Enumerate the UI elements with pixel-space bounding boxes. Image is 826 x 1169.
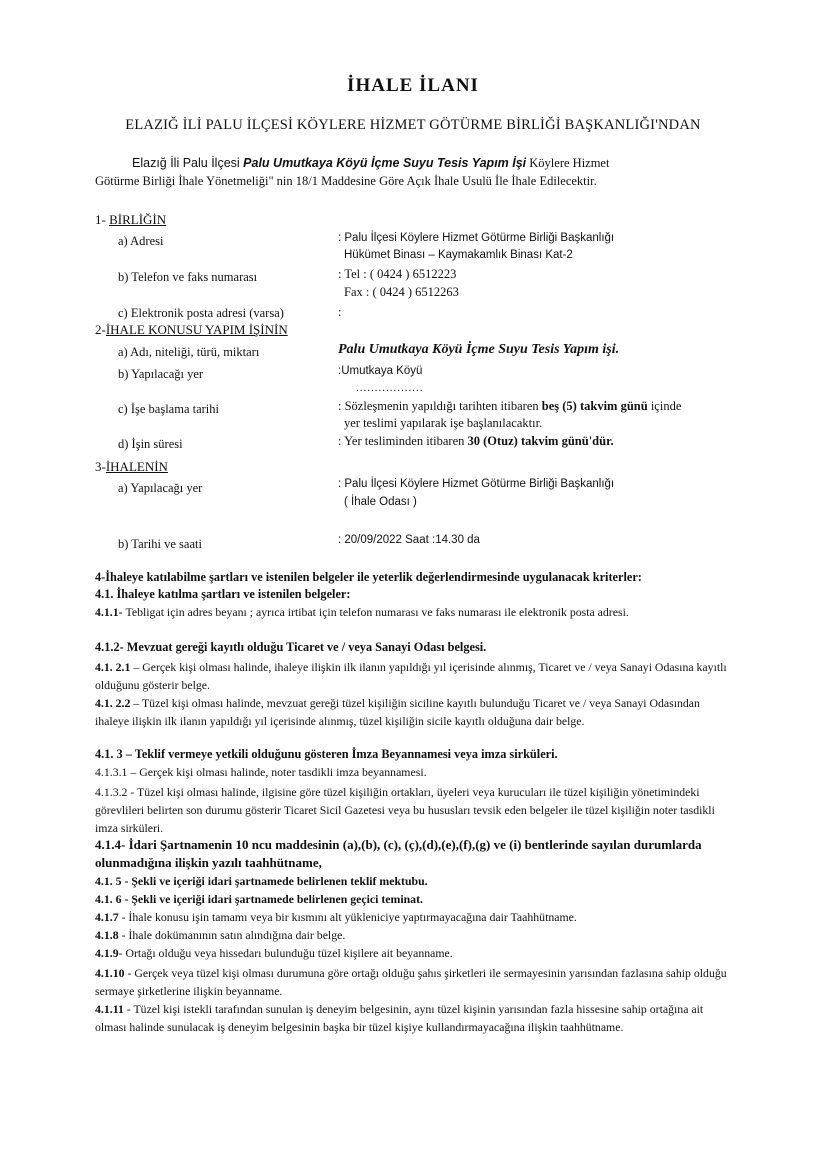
item-4-1-1 (95, 603, 735, 621)
item-4-1-9 (95, 946, 735, 961)
intro-line-2: Götürme Birliği İhale Yönetmeliği" nin 18/1 Maddesine Göre Açık İhale Usulü İle İhale Edilecektir. (95, 174, 597, 188)
section2-heading (95, 322, 288, 338)
address-label: a) Adresi (118, 234, 164, 248)
section3-num: 3- (95, 459, 106, 474)
item-4-1-4: 4.1.4- İdari Şartnamenin 10 ncu maddesinin (a),(b), (c), (ç),(d),(e),(f),(g) ve (i) bentlerinde sayılan durumlarda olunmadığına ilişkin yazılı taahhütname, (95, 837, 702, 870)
item-4-1-2-2-num: 4.1. 2.2 (95, 696, 134, 710)
item-4-1-2-1 (95, 658, 735, 694)
tender-place-line-2: ( İhale Odası ) (344, 496, 417, 508)
item-4-1-10-num: 4.1.10 (95, 966, 128, 980)
duration-value (338, 434, 614, 449)
section1-heading (95, 212, 166, 228)
item-4-1-11 (95, 1000, 735, 1036)
item-4-1-2-2 (95, 694, 735, 730)
item-4-1-5: 4.1. 5 - Şekli ve içeriği idari şartnamede belirlenen teklif mektubu. (95, 874, 428, 888)
item-4-1-2-1-text: – Gerçek kişi olması halinde, ihaleye ilişkin ilk ilanın yapıldığı yıl içerisinde alınmış, Ticaret ve / veya Sanayi Odasına kayıtlı olduğunu gösterir belge. (95, 660, 727, 692)
job-name-value: Palu Umutkaya Köyü İçme Suyu Tesis Yapım işi. (338, 342, 620, 357)
start-text-b: beş (5) takvim günü (541, 399, 648, 413)
item-4-1-8-text: - İhale dokümanının satın alındığına dair belge. (121, 928, 346, 942)
job-place-label: b) Yapılacağı yer (118, 367, 204, 381)
start-label: c) İşe başlama tarihi (118, 402, 219, 416)
start-value-1 (338, 399, 681, 414)
item-4-1-1-num: 4.1.1- (95, 605, 126, 619)
fax-value: Fax : ( 0424 ) 6512263 (344, 285, 459, 299)
address-line-2: Hükümet Binası – Kaymakamlık Binası Kat-2 (344, 249, 573, 261)
start-value-2: yer teslimi yapılarak işe başlanılacaktır. (344, 416, 543, 430)
phone-label: b) Telefon ve faks numarası (118, 270, 258, 284)
section3-heading (95, 459, 168, 475)
item-4-1-6: 4.1. 6 - Şekli ve içeriği idari şartnamede belirlenen geçici teminat. (95, 892, 423, 906)
start-text-a: : Sözleşmenin yapıldığı tarihten itibaren (338, 399, 542, 413)
item-4-1-10 (95, 964, 735, 1000)
job-place-value: :Umutkaya Köyü (338, 365, 423, 377)
intro-part2: Köylere Hizmet (526, 156, 610, 170)
intro-project: Palu Umutkaya Köyü İçme Suyu Tesis Yapım İşi (243, 156, 527, 170)
item-4-1-2: 4.1.2- Mevzuat gereği kayıtlı olduğu Ticaret ve / veya Sanayi Odası belgesi. (95, 640, 487, 654)
address-line-1: : Palu İlçesi Köylere Hizmet Götürme Birliği Başkanlığı (338, 232, 615, 244)
email-label: c) Elektronik posta adresi (varsa) (118, 306, 284, 320)
item-4-1-3-1: 4.1.3.1 – Gerçek kişi olması halinde, noter tasdikli imza beyannamesi. (95, 765, 427, 779)
section2-num: 2- (95, 322, 106, 337)
item-4-1-3-2: 4.1.3.2 - Tüzel kişi olması halinde, ilgisine göre tüzel kişiliğin ortakları, üyeleri veya kurucuları ile tüzel kişiliğin yönetimindeki görevlileri belirten son durumu gösterir Ticaret Sicil Gazetesi veya bu hususları tevsik eden belgeler ile tüzel kişiliğin noter tasdikli imza sirküleri. (95, 785, 715, 835)
section1-num: 1- (95, 212, 110, 227)
item-4-1-8-num: 4.1.8 (95, 928, 122, 942)
page-title: İHALE İLANI (347, 75, 479, 96)
tender-place-line-1: : Palu İlçesi Köylere Hizmet Götürme Birliği Başkanlığı (338, 478, 615, 490)
job-name-label: a) Adı, niteliği, türü, miktarı (118, 345, 260, 359)
intro-line-1 (132, 156, 609, 171)
item-4-1: 4.1. İhaleye katılma şartları ve istenilen belgeler: (95, 587, 351, 601)
item-4-1-7 (95, 910, 735, 925)
duration-label: d) İşin süresi (118, 437, 183, 451)
item-4-1-2-1-num: 4.1. 2.1 (95, 660, 134, 674)
page-subtitle: ELAZIĞ İLİ PALU İLÇESİ KÖYLERE HİZMET GÖTÜRME BİRLİĞİ BAŞKANLIĞI'NDAN (125, 117, 701, 133)
intro-part1: Elazığ İli Palu İlçesi (132, 156, 244, 170)
duration-text-b: 30 (Otuz) takvim günü'dür. (467, 434, 614, 448)
item-4-1-9-num: 4.1.9 (95, 946, 119, 960)
start-text-c: içinde (647, 399, 682, 413)
item-4-1-9-text: - Ortağı olduğu veya hissedarı bulunduğu tüzel kişilere ait beyanname. (118, 946, 453, 960)
item-4-1-7-text: - İhale konusu işin tamamı veya bir kısmını alt yükleniciye yaptırmayacağına dair Taahhütname. (121, 910, 577, 924)
section1-title: BİRLİĞİN (109, 212, 167, 227)
item-4-1-1-text: Tebligat için adres beyanı ; ayrıca irtibat için telefon numarası ve faks numarası ile elektronik posta adresi. (125, 605, 629, 619)
dotted-line: .................. (356, 382, 424, 394)
item-4-1-10-text: - Gerçek veya tüzel kişi olması durumuna göre ortağı olduğu şahıs şirketleri ile sermayesinin yarısından fazlasına sahip olduğu sermaye şirketlerine ilişkin beyanname. (95, 966, 727, 998)
duration-text-a: : Yer tesliminden itibaren (338, 434, 468, 448)
item-4-1-8 (95, 928, 735, 943)
phone-value: : Tel : ( 0424 ) 6512223 (338, 267, 457, 281)
section3-title: İHALENİN (105, 459, 168, 474)
section2-title: İHALE KONUSU YAPIM İŞİNİN (105, 322, 288, 337)
item-4-1-11-num: 4.1.11 (95, 1002, 127, 1016)
item-4-1-7-num: 4.1.7 (95, 910, 122, 924)
tender-place-label: a) Yapılacağı yer (118, 481, 203, 495)
section4-heading: 4-İhaleye katılabilme şartları ve istenilen belgeler ile yeterlik değerlendirmesinde uygulanacak kriterler: (95, 570, 642, 584)
tender-date-label: b) Tarihi ve saati (118, 537, 202, 551)
item-4-1-11-text: - Tüzel kişi istekli tarafından sunulan iş deneyim belgesinin, aynı tüzel kişinin yarısından fazla hissesine sahip ortağına ait olması halinde sunulacak iş deneyim belgesinin başka bir tüzel kişiye kullandırmayacağına ilişkin taahhütname. (95, 1002, 704, 1034)
tender-date-value: : 20/09/2022 Saat :14.30 da (338, 534, 480, 546)
item-4-1-2-2-text: – Tüzel kişi olması halinde, mevzuat gereği tüzel kişiliğin siciline kayıtlı bulunduğu Ticaret ve / veya Sanayi Odasından ihaleye ilişkin ilk ilanın yapıldığı yıl içerisinde alınmış, tüzel kişiliğin sicile kayıtlı olduğuna dair belge. (95, 696, 700, 728)
email-value: : (338, 305, 342, 319)
item-4-1-3: 4.1. 3 – Teklif vermeye yetkili olduğunu gösteren İmza Beyannamesi veya imza sirküleri. (95, 747, 558, 761)
